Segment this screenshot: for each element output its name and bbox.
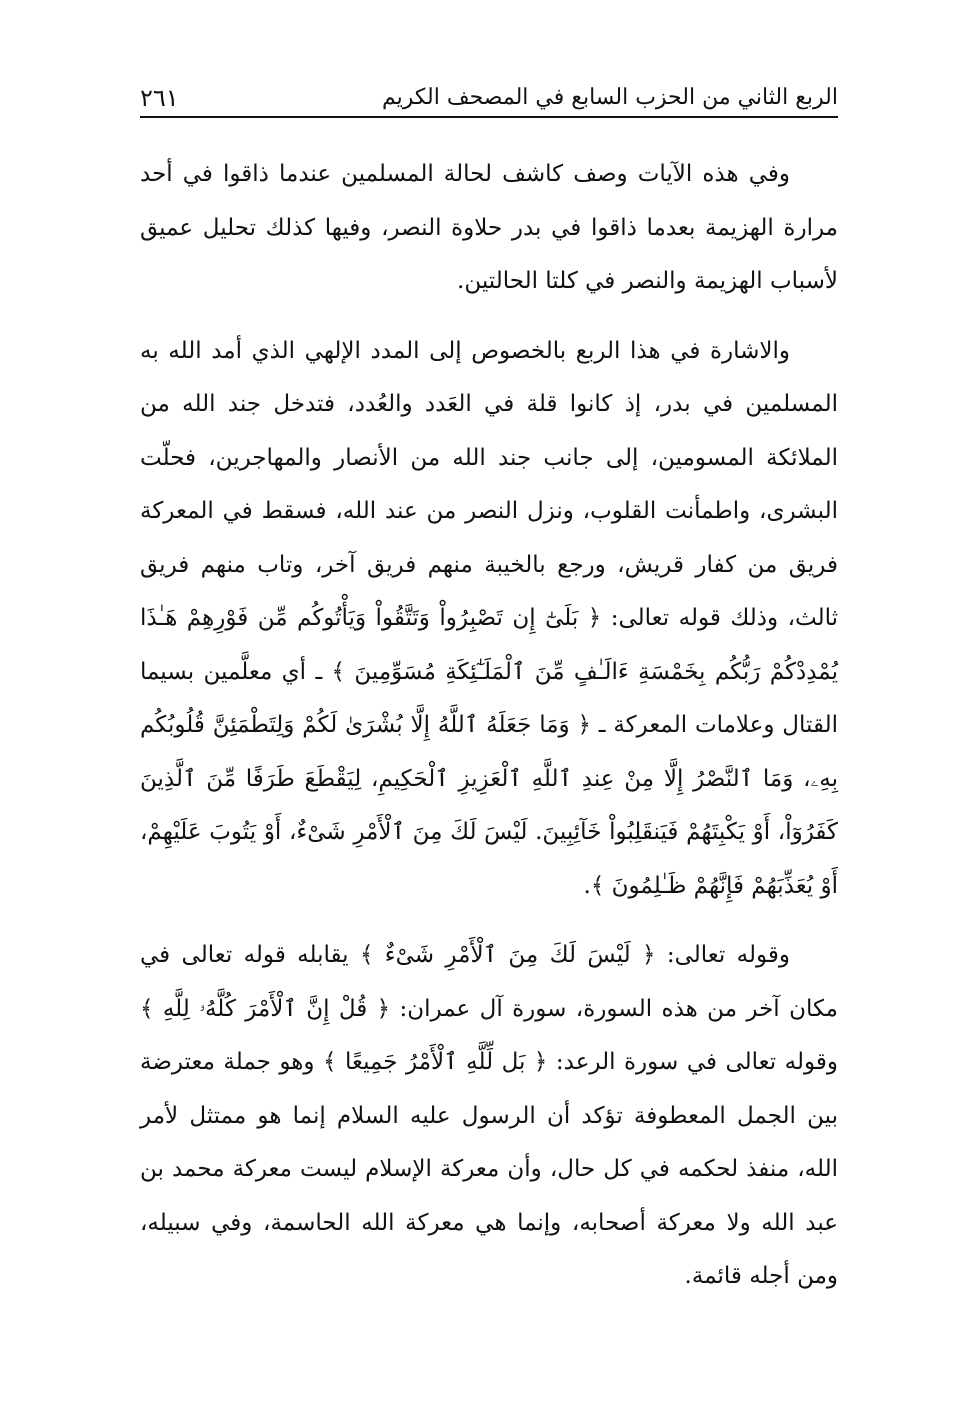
paragraph-1: وفي هذه الآيات وصف كاشف لحالة المسلمين عندما ذاقوا في أحد مرارة الهزيمة بعدما ذاقوا في بدر حلاوة النصر، وفيها كذلك تحليل عميق لأسباب الهزيمة والنصر في كلتا الحالتين.	[140, 161, 838, 294]
body-text	[140, 148, 838, 1304]
paragraph-2: والاشارة في هذا الربع بالخصوص إلى المدد الإلهي الذي أمد الله به المسلمين في بدر، إذ كانوا قلة في العَدد والعُدد، فتدخل جند الله من الملائكة المسومين، إلى جانب جند الله من الأنصار والمهاجرين، فحلّت البشرى، واطمأنت القلوب، ونزل النصر من عند الله، فسقط في المعركة فريق من كفار قريش، ورجع بالخيبة منهم فريق آخر، وتاب منهم فريق ثالث، وذلك قوله تعالى: ﴿ بَلَىٰٓ إِن تَصْبِرُواْ وَتَتَّقُواْ وَيَأْتُوكُم مِّن فَوْرِهِمْ هَـٰذَا يُمْدِدْكُمْ رَبُّكُم بِخَمْسَةِ ءَالَـٰفٍ مِّنَ ٱلْمَلَـٰٓئِكَةِ مُسَوِّمِينَ ﴾ ـ أي معلَّمين بسيما القتال وعلامات المعركة ـ ﴿ وَمَا جَعَلَهُ ٱللَّهُ إِلَّا بُشْرَىٰ لَكُمْ وَلِتَطْمَئِنَّ قُلُوبُكُم بِهِۦ، وَمَا ٱلنَّصْرُ إِلَّا مِنْ عِندِ ٱللَّهِ ٱلْعَزِيزِ ٱلْحَكِيمِ، لِيَقْطَعَ طَرَفًا مِّنَ ٱلَّذِينَ كَفَرُوٓاْ، أَوْ يَكْبِتَهُمْ فَيَنقَلِبُواْ خَآئِبِينَ. لَيْسَ لَكَ مِنَ ٱلْأَمْرِ شَىْءٌ، أَوْ يَتُوبَ عَلَيْهِمْ، أَوْ يُعَذِّبَهُمْ فَإِنَّهُمْ ظَـٰلِمُونَ ﴾.	[140, 337, 838, 899]
page-number: ٢٦١	[140, 84, 179, 112]
running-header	[140, 78, 838, 118]
header-title: الربع الثاني من الحزب السابع في المصحف الكريم	[381, 85, 838, 110]
paragraph-3: وقوله تعالى: ﴿ لَيْسَ لَكَ مِنَ ٱلْأَمْرِ شَىْءٌ ﴾ يقابله قوله تعالى في مكان آخر من هذه السورة، سورة آل عمران: ﴿ قُلْ إِنَّ ٱلْأَمْرَ كُلَّهُۥ لِلَّهِ ﴾ وقوله تعالى في سورة الرعد: ﴿ بَل لِّلَّهِ ٱلْأَمْرُ جَمِيعًا ﴾ وهو جملة معترضة بين الجمل المعطوفة تؤكد أن الرسول عليه السلام إنما هو ممتثل لأمر الله، منفذ لحكمه في كل حال، وأن معركة الإسلام ليست معركة محمد بن عبد الله ولا معركة أصحابه، وإنما هي معركة الله الحاسمة، وفي سبيله، ومن أجله قائمة.	[140, 942, 838, 1289]
